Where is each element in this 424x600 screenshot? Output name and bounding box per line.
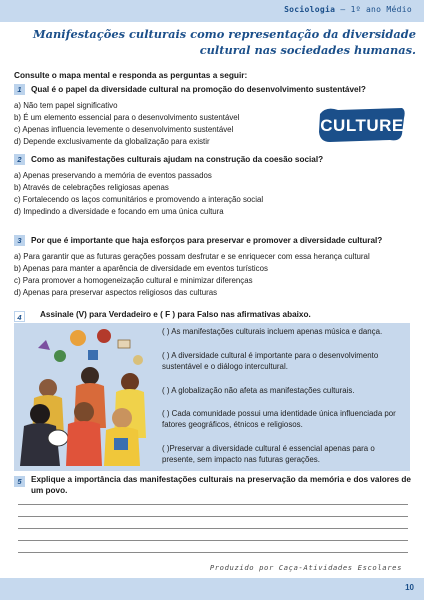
question-1-option-c: c) Apenas influencia levemente o desenvolvimento sustentável xyxy=(14,125,234,134)
instruction-text: Consulte o mapa mental e responda as perguntas a seguir: xyxy=(14,70,248,80)
question-3-option-c: c) Para promover a homogeneização cultural e minimizar diferenças xyxy=(14,276,253,285)
question-1-option-d: d) Depende exclusivamente da globalização para existir xyxy=(14,137,210,146)
answer-line[interactable] xyxy=(18,516,408,517)
svg-text:CULTURE: CULTURE xyxy=(320,116,404,135)
answer-line[interactable] xyxy=(18,540,408,541)
tf-statement-4: ( ) Cada comunidade possui uma identidade única influenciada por fatores geográficos, étnicos e religiosos. xyxy=(162,409,396,429)
page-number: 10 xyxy=(405,583,414,592)
answer-line[interactable] xyxy=(18,528,408,529)
tf-statement-3: ( ) A globalização não afeta as manifestações culturais. xyxy=(162,386,355,395)
grade-level: 1º ano Médio xyxy=(350,5,412,14)
question-1-number: 1 xyxy=(14,84,25,95)
question-3-number: 3 xyxy=(14,235,25,246)
question-1-option-b: b) É um elemento essencial para o desenvolvimento sustentável xyxy=(14,113,240,122)
question-4-text: Assinale (V) para Verdadeiro e ( F ) para Falso nas afirmativas abaixo. xyxy=(40,310,311,319)
question-3-text: Por que é importante que haja esforços para preservar e promover a diversidade cultural? xyxy=(31,236,383,245)
question-5-text: Explique a importância das manifestações culturais na preservação da memória e dos valores de um povo. xyxy=(31,475,411,495)
tf-statement-1: ( ) As manifestações culturais incluem apenas música e dança. xyxy=(162,327,383,336)
question-2-option-c: c) Fortalecendo os laços comunitários e promovendo a interação social xyxy=(14,195,264,204)
footer-credit: Produzido por Caça-Atividades Escolares xyxy=(209,563,402,572)
question-1-option-a: a) Não tem papel significativo xyxy=(14,101,118,110)
answer-line[interactable] xyxy=(18,552,408,553)
tf-statement-5: ( )Preservar a diversidade cultural é essencial apenas para o presente, sem impacto nas futuras gerações. xyxy=(162,444,375,464)
question-2-option-d: d) Impedindo a diversidade e focando em uma única cultura xyxy=(14,207,224,216)
tf-statement-2: ( ) A diversidade cultural é importante para o desenvolvimento sustentável e o diálogo intercultural. xyxy=(162,351,379,371)
subject-name: Sociologia xyxy=(284,5,336,14)
question-1-text: Qual é o papel da diversidade cultural na promoção do desenvolvimento sustentável? xyxy=(31,85,366,94)
footer-bar xyxy=(0,578,424,600)
header-subject-line xyxy=(284,5,412,14)
culture-badge-logo xyxy=(316,104,408,144)
question-2-option-b: b) Através de celebrações religiosas apenas xyxy=(14,183,169,192)
question-5-number: 5 xyxy=(14,476,25,487)
header-separator: – xyxy=(335,5,351,14)
question-4-number: 4 xyxy=(14,311,25,322)
question-3-option-b: b) Apenas para manter a aparência de diversidade em eventos turísticos xyxy=(14,264,268,273)
question-3-option-d: d) Apenas para preservar aspectos religiosos das culturas xyxy=(14,288,218,297)
answer-line[interactable] xyxy=(18,504,408,505)
diverse-people-illustration xyxy=(18,326,158,468)
question-2-text: Como as manifestações culturais ajudam na construção da coesão social? xyxy=(31,155,324,164)
question-3-option-a: a) Para garantir que as futuras gerações possam desfrutar e se enriquecer com essa herança cultural xyxy=(14,252,370,261)
page-title: Manifestações culturais como representação da diversidade cultural nas sociedades humanas. xyxy=(33,27,416,57)
question-2-number: 2 xyxy=(14,154,25,165)
question-2-option-a: a) Apenas preservando a memória de eventos passados xyxy=(14,171,212,180)
